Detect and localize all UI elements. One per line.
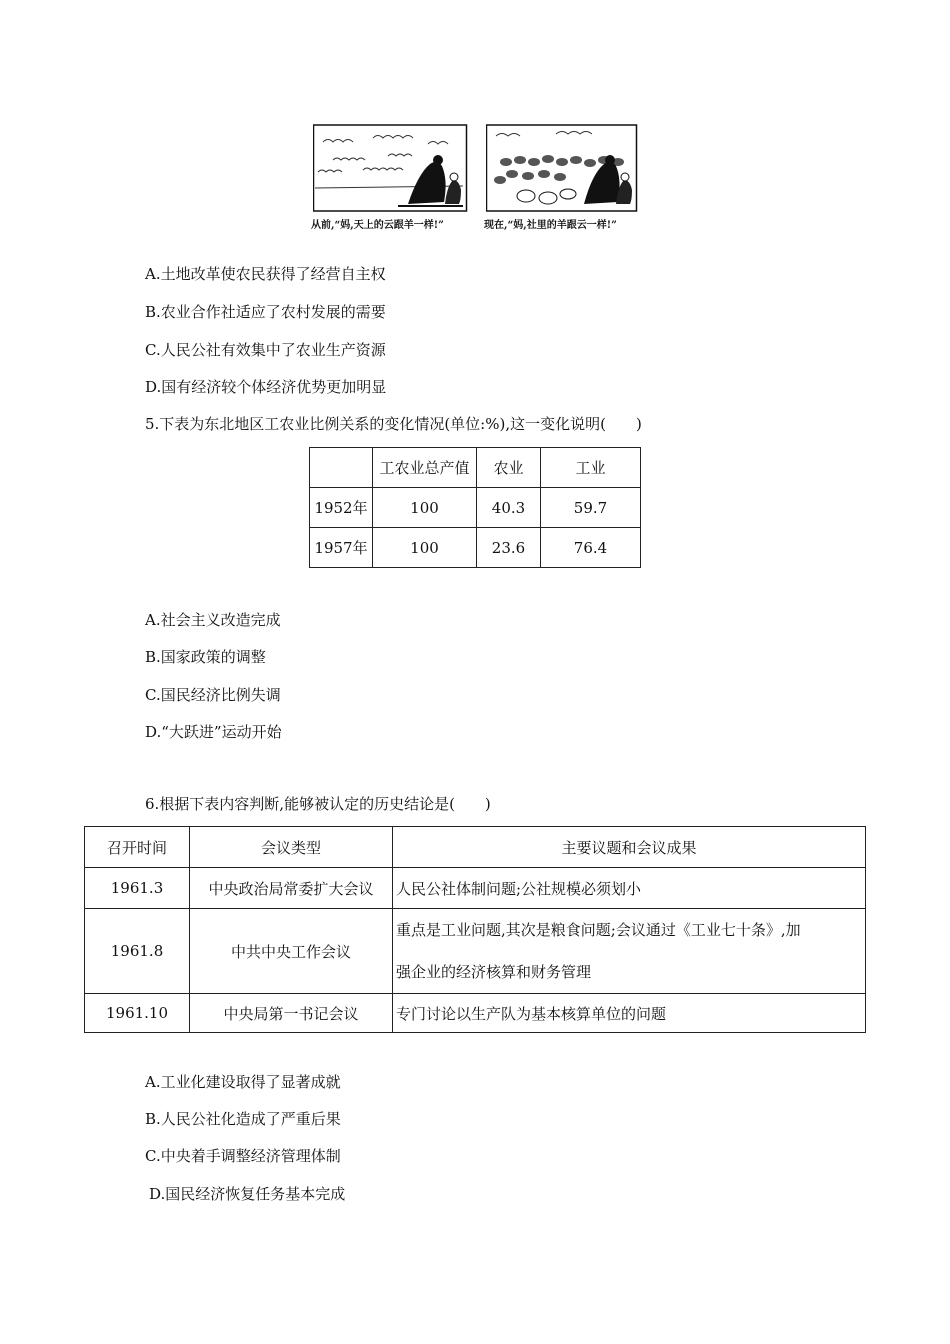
cartoon-panel-now [486, 122, 641, 214]
table-cell: 中央局第一书记会议 [190, 994, 393, 1033]
table-header-cell: 会议类型 [190, 827, 393, 868]
q5-stem: 5.下表为东北地区工农业比例关系的变化情况(单位:%),这一变化说明( ) [145, 415, 642, 433]
q6-table [84, 826, 866, 1033]
table-cell: 76.4 [541, 528, 641, 568]
table-cell: 人民公社体制问题;公社规模必须划小 [393, 868, 866, 909]
q5-option-c: C.国民经济比例失调 [145, 686, 281, 704]
table-cell: 1952年 [310, 488, 373, 528]
table-header-cell [310, 448, 373, 488]
table-cell: 1961.3 [85, 868, 190, 909]
table-header-cell: 农业 [477, 448, 541, 488]
caption-now: 现在,“妈,社里的羊跟云一样!” [484, 220, 617, 231]
table-header-cell: 工农业总产值 [373, 448, 477, 488]
table-header-row [310, 448, 641, 488]
q4-option-a: A.土地改革使农民获得了经营自主权 [145, 265, 386, 283]
result-line: 强企业的经济核算和财务管理 [396, 963, 592, 981]
q6-option-a: A.工业化建设取得了显著成就 [145, 1073, 341, 1091]
table-cell: 100 [373, 488, 477, 528]
table-cell: 1961.8 [85, 909, 190, 994]
q4-option-c: C.人民公社有效集中了农业生产资源 [145, 341, 386, 359]
table-row [85, 909, 866, 994]
q6-stem: 6.根据下表内容判断,能够被认定的历史结论是( ) [145, 795, 491, 813]
q4-option-b: B.农业合作社适应了农村发展的需要 [145, 303, 386, 321]
table-cell [393, 909, 866, 994]
table-cell: 59.7 [541, 488, 641, 528]
table-row [85, 994, 866, 1033]
table-cell: 40.3 [477, 488, 541, 528]
cartoon-image-now [486, 122, 641, 214]
q5-option-a: A.社会主义改造完成 [145, 611, 281, 629]
cartoon-figure [311, 122, 641, 234]
result-line: 重点是工业问题,其次是粮食问题;会议通过《工业七十条》,加 [396, 921, 801, 939]
table-cell: 1957年 [310, 528, 373, 568]
cartoon-image-before [313, 122, 468, 214]
table-cell: 专门讨论以生产队为基本核算单位的问题 [393, 994, 866, 1033]
table-header-cell: 主要议题和会议成果 [393, 827, 866, 868]
q5-option-d: D.“大跃进”运动开始 [145, 723, 282, 741]
table-header-cell: 召开时间 [85, 827, 190, 868]
q4-option-d: D.国有经济较个体经济优势更加明显 [145, 378, 387, 396]
q5-table [309, 447, 641, 568]
table-cell: 23.6 [477, 528, 541, 568]
table-cell: 中共中央工作会议 [190, 909, 393, 994]
table-row [310, 528, 641, 568]
table-header-cell: 工业 [541, 448, 641, 488]
table-row [85, 868, 866, 909]
caption-before: 从前,“妈,天上的云跟羊一样!” [311, 220, 444, 231]
table-cell: 1961.10 [85, 994, 190, 1033]
cartoon-panel-before [313, 122, 468, 214]
q6-option-c: C.中央着手调整经济管理体制 [145, 1147, 341, 1165]
table-header-row [85, 827, 866, 868]
q5-option-b: B.国家政策的调整 [145, 648, 266, 666]
table-cell: 100 [373, 528, 477, 568]
table-row [310, 488, 641, 528]
table-cell: 中央政治局常委扩大会议 [190, 868, 393, 909]
q6-option-d: D.国民经济恢复任务基本完成 [149, 1185, 346, 1203]
q6-option-b: B.人民公社化造成了严重后果 [145, 1110, 341, 1128]
